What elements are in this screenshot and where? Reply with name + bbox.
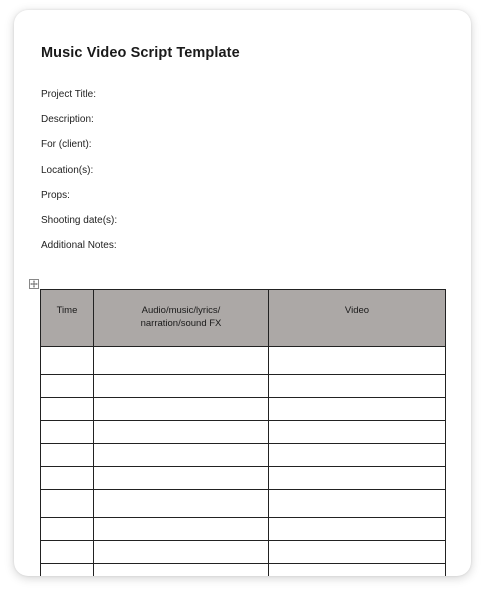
cell-video[interactable] (269, 375, 446, 398)
cell-audio[interactable] (94, 541, 269, 564)
field-project-title[interactable]: Project Title: (41, 89, 97, 100)
cell-video[interactable] (269, 564, 446, 577)
cell-time[interactable] (41, 398, 94, 421)
table-row (41, 467, 446, 490)
field-client[interactable]: For (client): (41, 139, 92, 151)
cell-time[interactable] (41, 564, 94, 577)
script-table (40, 289, 446, 576)
project-fields (41, 88, 117, 264)
table-header-row (41, 290, 446, 347)
cell-audio[interactable] (94, 490, 269, 518)
cell-video[interactable] (269, 467, 446, 490)
table-row (41, 444, 446, 467)
cell-audio[interactable] (94, 421, 269, 444)
field-locations[interactable]: Location(s): (41, 164, 94, 176)
table-row (41, 375, 446, 398)
header-audio: Audio/music/lyrics/ narration/sound FX (94, 290, 269, 347)
cell-audio[interactable] (94, 518, 269, 541)
document-page (14, 10, 471, 576)
table-row (41, 347, 446, 375)
table-row (41, 541, 446, 564)
table-row (41, 518, 446, 541)
field-additional-notes[interactable]: Additional Notes: (41, 240, 117, 252)
cell-time[interactable] (41, 347, 94, 375)
cell-video[interactable] (269, 421, 446, 444)
cell-time[interactable] (41, 467, 94, 490)
header-time: Time (41, 290, 94, 347)
cell-audio[interactable] (94, 444, 269, 467)
cell-time[interactable] (41, 421, 94, 444)
field-props[interactable]: Props: (41, 189, 70, 201)
cell-video[interactable] (269, 398, 446, 421)
field-shooting-dates[interactable]: Shooting date(s): (41, 214, 118, 226)
page-title: Music Video Script Template (41, 45, 240, 61)
cell-audio[interactable] (94, 375, 269, 398)
cell-audio[interactable] (94, 347, 269, 375)
table-row (41, 490, 446, 518)
cell-video[interactable] (269, 347, 446, 375)
cell-time[interactable] (41, 518, 94, 541)
cell-video[interactable] (269, 490, 446, 518)
cell-video[interactable] (269, 518, 446, 541)
move-cross-icon[interactable] (29, 279, 39, 289)
cell-time[interactable] (41, 490, 94, 518)
cell-audio[interactable] (94, 467, 269, 490)
table-row (41, 398, 446, 421)
cell-time[interactable] (41, 444, 94, 467)
cell-audio[interactable] (94, 564, 269, 577)
table-row (41, 564, 446, 577)
cell-time[interactable] (41, 541, 94, 564)
field-description[interactable]: Description: (41, 114, 94, 126)
table-row (41, 421, 446, 444)
cell-time[interactable] (41, 375, 94, 398)
cell-audio[interactable] (94, 398, 269, 421)
header-video: Video (269, 290, 446, 347)
cell-video[interactable] (269, 541, 446, 564)
cell-video[interactable] (269, 444, 446, 467)
